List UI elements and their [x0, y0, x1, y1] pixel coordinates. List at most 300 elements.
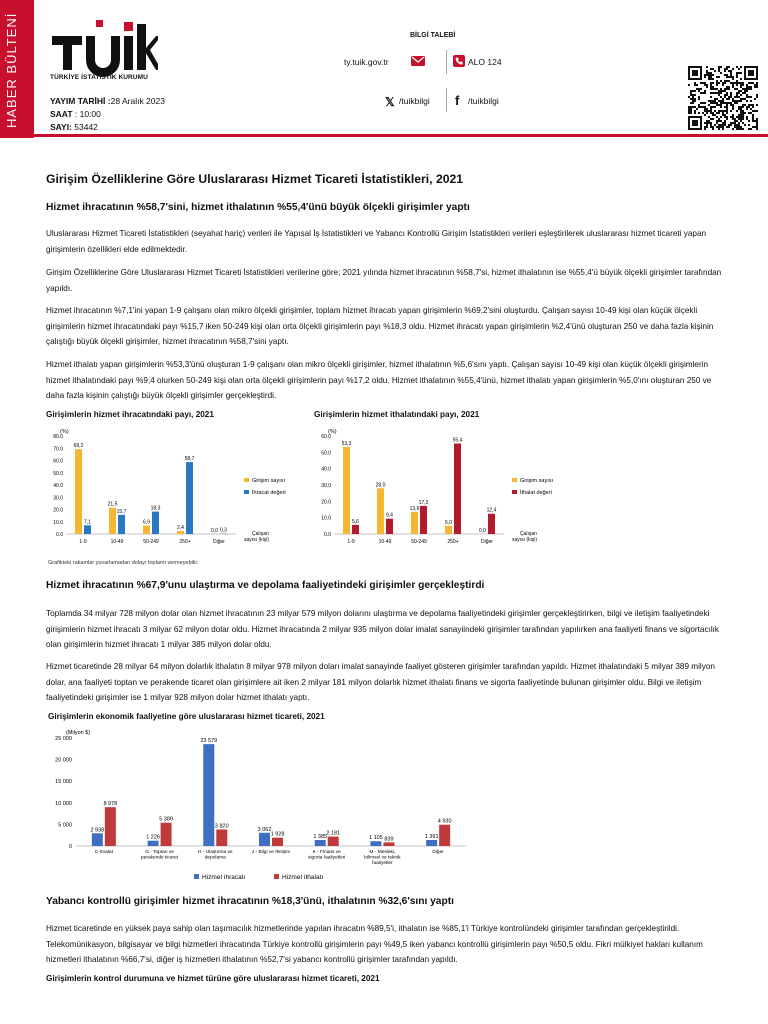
qr-module — [708, 72, 710, 74]
qr-module — [718, 68, 720, 70]
qr-module — [704, 82, 706, 84]
qr-module — [740, 72, 742, 74]
x-axis-label: Çalışan — [252, 531, 269, 537]
qr-module — [710, 110, 712, 112]
x-axis-label: Çalışan — [520, 531, 537, 537]
y-tick-label: 10.0 — [53, 519, 63, 526]
data-label: 2 938 — [90, 827, 105, 834]
x-tick-label: J - Bilgi ve İletişim — [251, 850, 291, 855]
qr-module — [744, 90, 746, 92]
time-value: : 10:00 — [74, 109, 101, 119]
qr-module — [724, 110, 726, 112]
x-tick-label: G - Toptan ve — [145, 850, 174, 855]
data-label: 1 226 — [146, 834, 160, 841]
qr-module — [690, 102, 692, 104]
x-tick-label: M - Mesleki, — [369, 850, 396, 855]
x-tick-label: 1-9 — [347, 539, 355, 545]
qr-module — [718, 110, 720, 112]
qr-module — [720, 72, 722, 74]
qr-module — [744, 124, 746, 126]
qr-module — [730, 122, 732, 124]
time-label: SAAT — [50, 109, 73, 119]
qr-module — [740, 90, 742, 92]
qr-module — [742, 110, 744, 112]
qr-module — [748, 112, 750, 114]
facebook-handle-link[interactable]: /tuikbilgi — [468, 96, 499, 106]
bar-1-9-İhracat değeri — [84, 525, 91, 534]
data-label: 1 385 — [313, 834, 328, 841]
qr-module — [692, 98, 694, 100]
qr-module — [710, 88, 712, 90]
qr-module — [714, 124, 716, 126]
qr-module — [746, 116, 748, 118]
qr-module — [696, 108, 698, 110]
qr-module — [704, 92, 706, 94]
bar-1-9-Girişim sayısı — [343, 447, 350, 534]
qr-module — [704, 76, 706, 78]
qr-module — [738, 92, 740, 94]
qr-module — [756, 122, 758, 124]
qr-module — [742, 106, 744, 108]
y-tick-label: 5 000 — [58, 822, 72, 829]
data-label: 6,9 — [143, 519, 150, 526]
qr-module — [704, 110, 706, 112]
qr-module — [710, 76, 712, 78]
qr-module — [716, 80, 718, 82]
qr-module — [726, 98, 728, 100]
qr-module — [722, 84, 724, 86]
qr-module — [690, 90, 692, 92]
qr-module — [712, 114, 714, 116]
qr-module — [736, 72, 738, 74]
y-tick-label: 20 000 — [55, 757, 72, 764]
x-tick-label: H - Ulaştırma ve — [197, 850, 233, 855]
bar-M - Mesleki,-Hizmet ithalatı — [383, 842, 394, 846]
qr-module — [710, 118, 712, 120]
qr-module — [712, 88, 714, 90]
qr-module — [728, 70, 730, 72]
qr-module — [710, 100, 712, 102]
qr-module — [734, 124, 736, 126]
qr-module — [740, 118, 742, 120]
qr-module — [748, 128, 750, 130]
qr-module — [734, 122, 736, 124]
bar-K - Finans ve-Hizmet ihracatı — [315, 840, 326, 846]
qr-module — [718, 120, 720, 122]
qr-module — [714, 98, 716, 100]
section3-paragraph-1: Hizmet ticaretinde en yüksek paya sahip olan taşımacılık hizmetlerinde yapılan ihracatın %89,5'i, ithalatın ise %85,1'i Türkiye kontrolündeki girişimler tarafından gerçekleştirildi. Telekomünikasyon, bilgisayar ve bilgi hizmetleri ihracatında Türkiye kontrollü girişimlerin payı %49,5 iken yabancı kontrollü girişimlerin payı %50,5 oldu. Fikri mülkiyet hakları kullanım hizmetleri ithalatının %66,7'si, diğer iş hizmetleri ithalatının %52,7'si yabancı kontrollü girişimler tarafından yapıldı. — [46, 924, 703, 964]
data-label: 3 062 — [257, 826, 272, 833]
qr-module — [728, 98, 730, 100]
qr-module — [726, 76, 728, 78]
x-tick-label: 250+ — [447, 539, 459, 545]
y-tick-label: 40.0 — [321, 466, 331, 473]
bar-G - Toptan ve-Hizmet ihracatı — [148, 841, 159, 846]
section2-heading: Hizmet ihracatının %67,9'unu ulaştırma ve depolama faaliyetindeki girişimler gerçekleştirdi — [46, 580, 485, 591]
qr-module — [732, 116, 734, 118]
qr-module — [720, 92, 722, 94]
qr-module — [740, 82, 742, 84]
qr-module — [726, 74, 728, 76]
qr-module — [710, 112, 712, 114]
qr-module — [736, 128, 738, 130]
qr-module — [720, 88, 722, 90]
qr-module — [710, 102, 712, 104]
x-handle-link[interactable]: /tuikbilgi — [399, 96, 430, 106]
contact-divider-1 — [446, 50, 447, 74]
qr-module — [730, 92, 732, 94]
qr-module — [736, 92, 738, 94]
qr-module — [756, 126, 758, 128]
qr-module — [692, 102, 694, 104]
qr-module — [700, 106, 702, 108]
qr-module — [742, 88, 744, 90]
qr-module — [706, 126, 708, 128]
data-label: 69,2 — [73, 443, 84, 450]
qr-module — [726, 86, 728, 88]
qr-module — [738, 116, 740, 118]
legend-label: İthalat değeri — [520, 490, 552, 496]
data-label: 12,4 — [486, 507, 497, 514]
qr-module — [732, 82, 734, 84]
qr-module — [704, 74, 706, 76]
x-tick-label: Diğer — [432, 850, 444, 855]
qr-module — [716, 98, 718, 100]
qr-module — [738, 100, 740, 102]
bar-H - Ulaştırma ve-Hizmet ihracatı — [203, 744, 214, 846]
qr-module — [732, 76, 734, 78]
qr-module — [708, 76, 710, 78]
legend-swatch — [512, 490, 517, 494]
qr-module — [736, 82, 738, 84]
qr-module — [740, 128, 742, 130]
qr-module — [732, 100, 734, 102]
qr-module — [706, 120, 708, 122]
qr-module — [740, 106, 742, 108]
qr-module — [712, 126, 714, 128]
legend-swatch — [244, 478, 249, 482]
x-tick-label: 250+ — [179, 539, 191, 545]
qr-module — [712, 74, 714, 76]
qr-module — [724, 80, 726, 82]
qr-module — [724, 88, 726, 90]
y-tick-label: 30.0 — [321, 483, 331, 489]
qr-module — [748, 82, 750, 84]
bar-C-İmalat-Hizmet ihracatı — [92, 833, 103, 846]
qr-module — [750, 86, 752, 88]
qr-module — [712, 78, 714, 80]
qr-module — [706, 72, 708, 74]
qr-module — [746, 118, 748, 120]
mail-icon — [411, 56, 425, 66]
bar-1-9-Girişim sayısı — [75, 449, 82, 534]
qr-module — [742, 116, 744, 118]
section3-heading: Yabancı kontrollü girişimler hizmet ihracatının %18,3'ünü, ithalatının %32,6'sını yaptı — [46, 896, 454, 907]
qr-module — [718, 90, 720, 92]
contact-divider-2 — [446, 88, 447, 112]
legend-label: Girişim sayısı — [520, 478, 553, 484]
x-axis-label: sayısı (kişi) — [512, 537, 537, 543]
bar-250+-İhracat değeri — [186, 462, 193, 534]
qr-module — [738, 72, 740, 74]
qr-module — [694, 106, 696, 108]
qr-module — [732, 106, 734, 108]
qr-module — [738, 108, 740, 110]
qr-module — [704, 102, 706, 104]
qr-module — [704, 108, 706, 110]
qr-code[interactable] — [688, 66, 758, 130]
qr-module — [732, 114, 734, 116]
qr-module — [746, 96, 748, 98]
bar-G - Toptan ve-Hizmet ithalatı — [161, 823, 172, 846]
qr-module — [726, 88, 728, 90]
qr-module — [716, 92, 718, 94]
qr-module — [742, 98, 744, 100]
qr-module — [742, 114, 744, 116]
qr-module — [756, 120, 758, 122]
data-label: 1 391 — [424, 833, 439, 840]
activity-trade-chart — [44, 726, 484, 886]
qr-module — [690, 92, 692, 94]
qr-module — [740, 108, 742, 110]
qr-module — [718, 70, 720, 72]
qr-module — [716, 126, 718, 128]
qr-module — [720, 126, 722, 128]
qr-module — [724, 70, 726, 72]
qr-module — [736, 120, 738, 122]
qr-module — [722, 102, 724, 104]
phone-number[interactable]: ALO 124 — [468, 57, 502, 67]
qr-module — [716, 122, 718, 124]
data-label: 839 — [384, 836, 394, 843]
qr-module — [712, 112, 714, 114]
data-label: 28,0 — [375, 482, 386, 489]
qr-module — [752, 104, 754, 106]
qr-module — [738, 124, 740, 126]
bar-Diğer-Hizmet ithalatı — [439, 825, 450, 846]
legend-label: İhracat değeri — [252, 490, 286, 496]
qr-module — [726, 68, 728, 70]
qr-module — [710, 72, 712, 74]
bar-10-49-İthalat değeri — [386, 519, 393, 534]
data-label: 21,5 — [107, 501, 118, 508]
qr-module — [738, 90, 740, 92]
qr-module — [726, 118, 728, 120]
qr-module — [756, 124, 758, 126]
data-label: 5 389 — [159, 816, 173, 823]
qr-module — [704, 122, 706, 124]
qr-module — [740, 114, 742, 116]
qr-module — [724, 102, 726, 104]
qr-module — [730, 124, 732, 126]
data-label: 8 978 — [103, 801, 118, 808]
qr-module — [720, 110, 722, 112]
section1-heading: Hizmet ihracatının %58,7'sini, hizmet ithalatının %55,4'ünü büyük ölçekli girişimler yaptı — [46, 202, 470, 213]
bar-250+-Girişim sayısı — [177, 531, 184, 534]
qr-module — [708, 74, 710, 76]
qr-module — [728, 66, 730, 68]
section2-paragraph-1: Toplamda 34 milyar 728 milyon dolar olan hizmet ihracatının 23 milyar 579 milyon dolarını ulaştırma ve depolama faaliyetindeki girişimler gerçekleştirirken, bilgi ve iletişim faaliyetindeki girişimlerin hizmet ihracatı 3 milyar 62 milyon dolar oldu. Hizmet ihracatında 2 milyar 935 milyon dolar imalat sanayiindeki girişimler tarafından yapılırken ana faaliyeti finans ve sigortacılık olan girişimlerin hizmet ihracatı 1 milyar 385 milyon dolar oldu. — [46, 609, 720, 649]
y-tick-label: 20.0 — [53, 507, 63, 514]
qr-module — [708, 104, 710, 106]
x-tick-label: perakende ticaret — [141, 855, 179, 861]
qr-module — [756, 86, 758, 88]
qr-module — [710, 96, 712, 98]
date-value: 28 Aralık 2023 — [110, 96, 165, 106]
qr-module — [718, 92, 720, 94]
qr-module — [716, 112, 718, 114]
y-tick-label: 50.0 — [53, 470, 63, 477]
x-tick-label: 1-9 — [79, 539, 87, 545]
qr-module — [722, 114, 724, 116]
qr-module — [718, 100, 720, 102]
qr-module — [706, 84, 708, 86]
qr-module — [714, 110, 716, 112]
qr-module — [730, 96, 732, 98]
qr-module — [736, 94, 738, 96]
bar-J - Bilgi ve İletişim-Hizmet ihracatı — [259, 833, 270, 846]
bar-C-İmalat-Hizmet ithalatı — [105, 807, 116, 846]
qr-module — [710, 68, 712, 70]
qr-module — [756, 94, 758, 96]
qr-module — [720, 66, 722, 68]
x-tick-label: faaliyetler — [372, 861, 393, 866]
qr-module — [706, 124, 708, 126]
x-tick-label: bilimsel ve teknik — [364, 855, 401, 861]
qr-module — [752, 110, 754, 112]
qr-module — [746, 108, 748, 110]
bar-Diğer-İthalat değeri — [488, 514, 495, 534]
qr-module — [740, 86, 742, 88]
bar-50-249-Girişim sayısı — [411, 512, 418, 534]
qr-module — [704, 126, 706, 128]
legend-swatch — [512, 478, 517, 482]
qr-module — [736, 76, 738, 78]
qr-module — [708, 120, 710, 122]
qr-module — [718, 124, 720, 126]
qr-module — [726, 92, 728, 94]
section2-paragraph-2: Hizmet ticaretinde 28 milyar 64 milyon dolarlık ithalatın 8 milyar 978 milyon doları imalat sanayinde faaliyet gösteren girişimler tarafından yapıldı. Hizmet ithalatındaki 5 milyar 389 milyon dolar, ana faaliyeti toptan ve perakende ticaret olan girişimlere ait iken 2 milyar 181 milyon dolarlık hizmet ithalatı finans ve sigorta faaliyetinde bulunan girişimler oldu. Bilgi ve iletişim faaliyetindeki girişimler ise 1 milyar 928 milyon dolar hizmet ithalatı yaptı. — [46, 662, 715, 702]
qr-module — [718, 126, 720, 128]
data-label: 1 105 — [369, 835, 383, 842]
section1-paragraph-3: Hizmet ihracatının %7,1'ini yapan 1-9 çalışanı olan mikro ölçekli girişimler, toplam hizmet ihracatı yapan girişimlerin %69,2'sini oluşturdu. Çalışan sayısı 10-49 kişi olan küçük ölçekli girişimlerin hizmet ihracatındaki payı %15,7 iken 50-249 kişi olan orta ölçekli girişimlerin payı %18,3 oldu. Hizmet ihracatı yapan girişimlerin %2,4'ünü oluşturan 250 ve daha fazla kişinin çalıştığı büyük ölçekli girişimler, hizmet ihracatının %58,7'sini yaptı. — [46, 306, 714, 346]
qr-module — [734, 118, 736, 120]
qr-module — [740, 84, 742, 86]
data-label: 17,2 — [418, 499, 429, 506]
qr-module — [736, 66, 738, 68]
qr-module — [722, 112, 724, 114]
qr-module — [698, 98, 700, 100]
qr-module — [724, 116, 726, 118]
qr-module — [706, 70, 708, 72]
qr-finder-core — [748, 70, 754, 76]
qr-module — [748, 120, 750, 122]
qr-module — [722, 90, 724, 92]
qr-module — [740, 100, 742, 102]
qr-module — [712, 100, 714, 102]
qr-module — [750, 112, 752, 114]
bar-Diğer-Hizmet ihracatı — [426, 840, 437, 846]
qr-module — [756, 118, 758, 120]
y-tick-label: 20.0 — [321, 499, 331, 506]
qr-module — [756, 110, 758, 112]
qr-module — [736, 84, 738, 86]
header-divider — [34, 134, 768, 137]
data-label: 5,6 — [352, 518, 359, 525]
qr-module — [736, 74, 738, 76]
qr-module — [692, 100, 694, 102]
x-tick-label: 10-49 — [110, 539, 124, 545]
qr-module — [754, 98, 756, 100]
qr-module — [738, 126, 740, 128]
bar-250+-İthalat değeri — [454, 444, 461, 534]
qr-module — [710, 106, 712, 108]
data-label: 2,4 — [177, 525, 184, 532]
qr-module — [736, 126, 738, 128]
import-share-chart-title: Girişimlerin hizmet ithalatındaki payı, 2021 — [314, 410, 480, 419]
page-title: Girişim Özelliklerine Göre Uluslararası Hizmet Ticareti İstatistikleri, 2021 — [46, 172, 464, 186]
qr-module — [724, 90, 726, 92]
qr-module — [708, 78, 710, 80]
qr-module — [750, 100, 752, 102]
y-tick-label: 0.0 — [56, 532, 63, 538]
qr-module — [720, 106, 722, 108]
website-link[interactable]: ty.tuik.gov.tr — [344, 57, 389, 67]
y-axis-unit: (%) — [328, 429, 337, 435]
qr-module — [722, 98, 724, 100]
qr-module — [738, 114, 740, 116]
qr-module — [696, 84, 698, 86]
qr-module — [742, 118, 744, 120]
qr-module — [698, 104, 700, 106]
qr-module — [706, 74, 708, 76]
y-tick-label: 50.0 — [321, 450, 331, 457]
qr-module — [736, 96, 738, 98]
qr-module — [716, 120, 718, 122]
qr-module — [720, 116, 722, 118]
qr-module — [708, 116, 710, 118]
qr-module — [744, 88, 746, 90]
qr-module — [716, 84, 718, 86]
qr-module — [754, 120, 756, 122]
qr-module — [742, 92, 744, 94]
qr-module — [690, 110, 692, 112]
qr-module — [710, 78, 712, 80]
qr-module — [720, 120, 722, 122]
qr-module — [690, 98, 692, 100]
date-label: YAYIM TARİHİ : — [50, 96, 111, 106]
qr-module — [732, 78, 734, 80]
qr-module — [744, 98, 746, 100]
bar-50-249-İhracat değeri — [152, 512, 159, 534]
qr-module — [726, 66, 728, 68]
qr-module — [722, 128, 724, 130]
qr-module — [698, 90, 700, 92]
qr-module — [726, 126, 728, 128]
qr-module — [738, 68, 740, 70]
qr-module — [692, 94, 694, 96]
qr-module — [746, 106, 748, 108]
qr-module — [718, 82, 720, 84]
x-icon: 𝕏 — [385, 95, 395, 109]
qr-module — [748, 86, 750, 88]
number-label: SAYI: — [50, 122, 72, 132]
qr-module — [694, 90, 696, 92]
qr-module — [752, 82, 754, 84]
qr-module — [724, 122, 726, 124]
qr-module — [700, 102, 702, 104]
legend-swatch — [244, 490, 249, 494]
